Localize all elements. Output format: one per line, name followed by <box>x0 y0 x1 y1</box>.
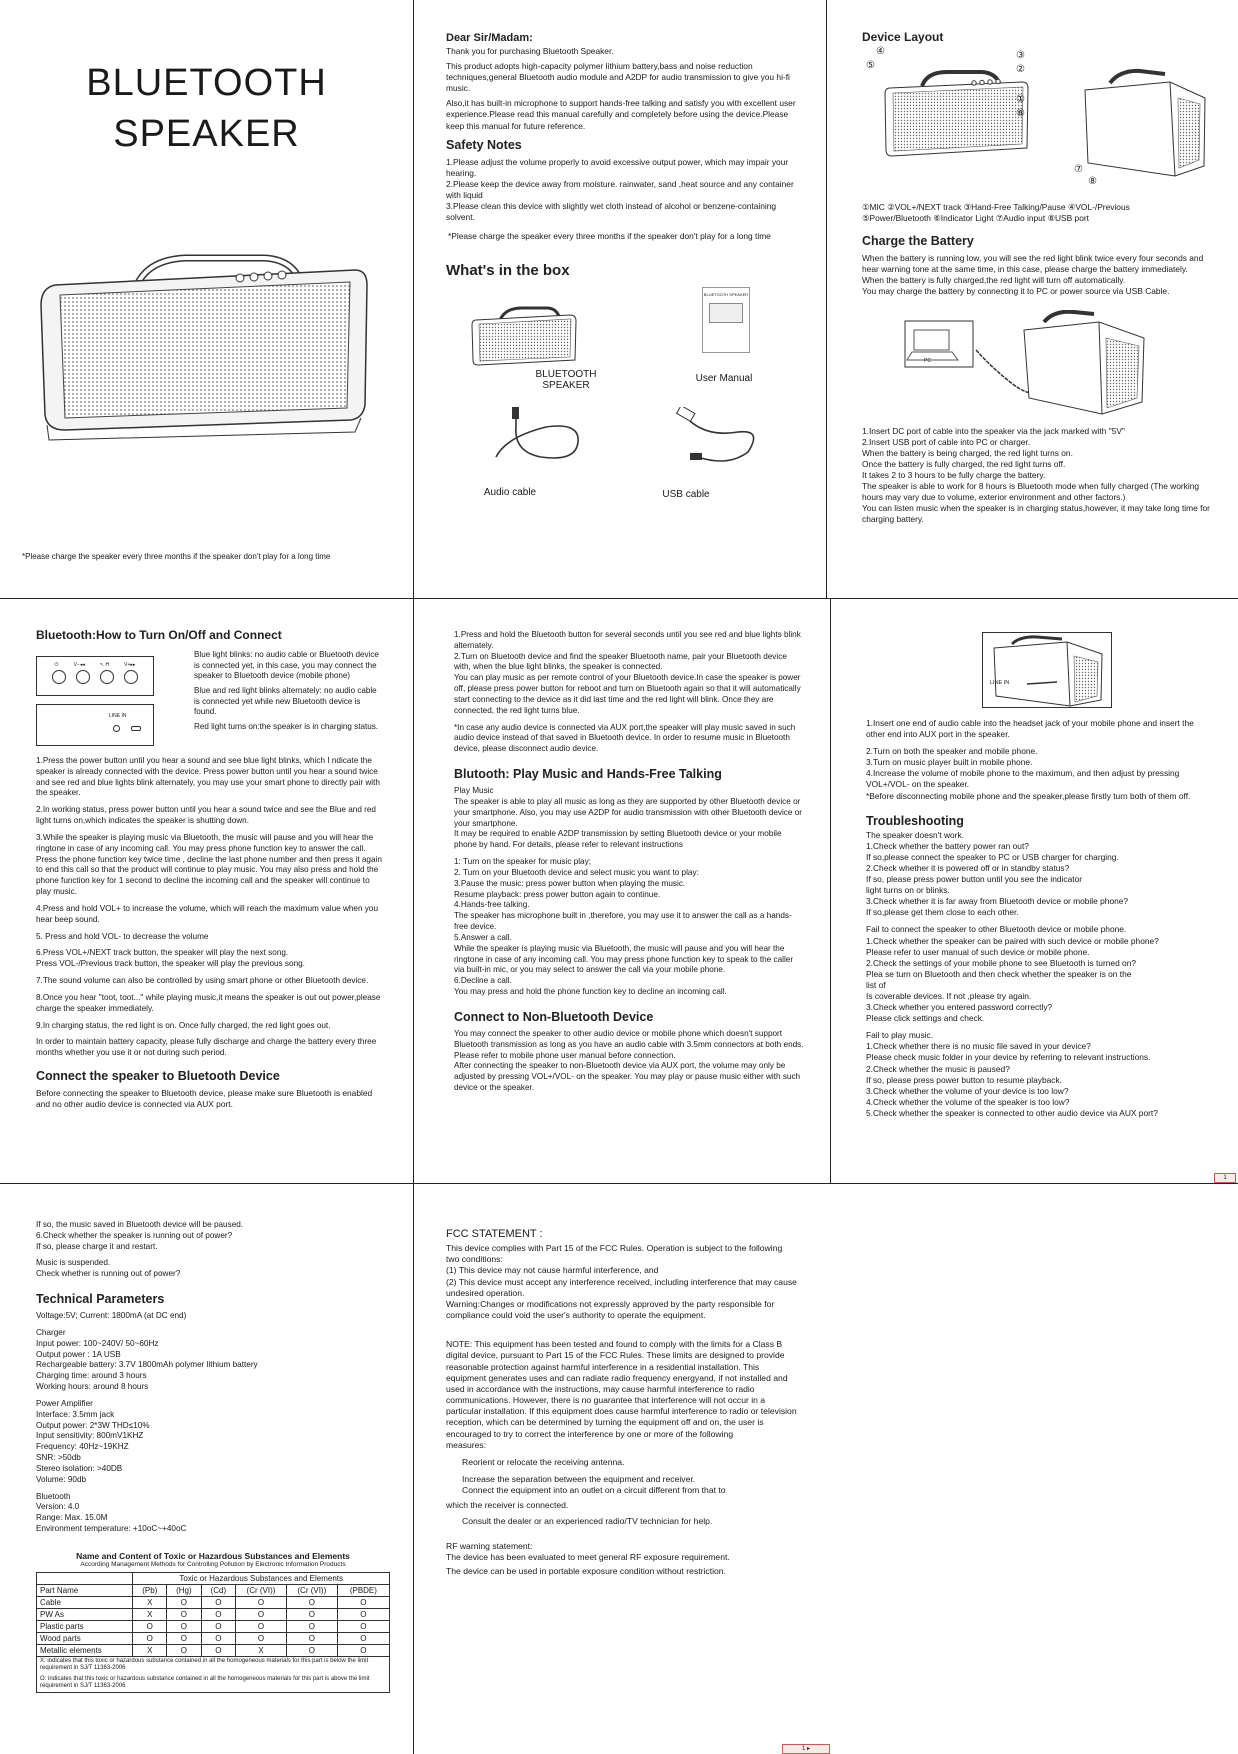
table-cell: X <box>133 1596 167 1608</box>
indicator-blue-blink: Blue light blinks: no audio cable or Bluetooth device is connected yet, in this case, you may connect the speaker to Bluetooth device (mobile phone) <box>194 650 379 681</box>
line-in-label: LINE IN <box>109 713 127 719</box>
divider-h2 <box>0 1183 1238 1184</box>
usb-port-icon <box>131 726 141 731</box>
page-tab-bottom[interactable]: 1 ▸ <box>782 1744 830 1754</box>
table-row <box>37 1620 390 1632</box>
table-header: (Cr (VI)) <box>236 1584 287 1596</box>
speaker-front-diagram <box>882 68 1032 163</box>
tech-params-title: Technical Parameters <box>36 1292 165 1307</box>
table-cell: O <box>286 1608 337 1620</box>
vol-down-label: V−◂◂ <box>73 662 85 668</box>
page-tab-right[interactable]: 1 <box>1214 1173 1236 1183</box>
vol-down-button-icon <box>76 670 90 684</box>
table-cell: Metallic elements <box>37 1644 133 1656</box>
table-cell: O <box>201 1632 235 1644</box>
fcc-title: FCC STATEMENT : <box>446 1228 543 1240</box>
table-cell: O <box>286 1620 337 1632</box>
vol-up-label: V+▸▸ <box>124 662 136 668</box>
bt-step: 1.Press the power button until you hear a sound and see blue light blinks, which I ndicate the speaker is already connected with the device. Press power button until you hear a sound twice and see red and blue lights blink alternately, you may use your smart phone to directly pair with the speaker. <box>36 756 380 798</box>
tech-amplifier: Power Amplifier Interface: 3.5mm jack Output power: 2*3W THD≤10% Input sensitivity: 800mV1KHZ Frequency: 40Hz~19KHZ SNR: >50db Stereo isolation: >40DB Volume: 90db <box>36 1398 150 1484</box>
charge-battery-title: Charge the Battery <box>862 234 974 249</box>
table-row <box>37 1632 390 1644</box>
table-row <box>37 1608 390 1620</box>
device-layout-title: Device Layout <box>862 30 944 44</box>
audio-cable-icon <box>486 407 596 477</box>
manual-thumbnail-picture <box>709 303 743 323</box>
callout-1: ① <box>1016 94 1025 105</box>
table-cell: O <box>337 1632 389 1644</box>
fcc-paragraph-1: This device complies with Part 15 of the FCC Rules. Operation is subject to the following two conditions: (1) This device may not cause harmful interference, and (2) This device must accept any interference received, including interference that may cause undesired operation. Warning:Changes or modifications not expressly approved by the party responsible for compliance could void the user's authority to operate the equipment. <box>446 1243 797 1321</box>
table-cell: O <box>167 1644 201 1656</box>
callout-6: ⑥ <box>1016 108 1025 119</box>
fcc-measure-4: Consult the dealer or an experienced radio/TV technician for help. <box>462 1515 713 1526</box>
charge-paragraph-1: When the battery is running low, you will see the red light blink twice every four seconds and hear warning tone at the same time, in this case, please charge the battery immediately. When the battery is fully charged,the red light will turn off automatically. You may charge the battery by connecting it to PC or power source via USB Cable. <box>862 253 1204 297</box>
rf-statement-2: The device can be used in portable exposure condition without restriction. <box>446 1566 726 1577</box>
table-header: Part Name <box>37 1584 133 1596</box>
table-cell: Cable <box>37 1596 133 1608</box>
tech-voltage: Voltage:5V; Current: 1800mA (at DC end) <box>36 1311 187 1321</box>
table-cell: Wood parts <box>37 1632 133 1644</box>
hazard-table-subtitle: According Management Methods for Controlling Pollution by Electronic Information Products <box>80 1560 346 1568</box>
divider-v4 <box>830 598 831 1183</box>
bt-step: 9.In charging status, the red light is on. Once fully charged, the red light goes out. <box>36 1020 331 1030</box>
music-suspended-note: Music is suspended. Check whether is running out of power? <box>36 1258 181 1279</box>
device-layout-diagram <box>862 48 1212 198</box>
table-cell: O <box>236 1620 287 1632</box>
safety-item: 3.Please clean this device with slightly wet cloth instead of alcohol or benzene-containing solvent. <box>446 201 777 223</box>
hazard-table <box>36 1572 390 1693</box>
box-item-usb-cable-label: USB cable <box>662 489 710 501</box>
indicator-blue-red-blink: Blue and red light blinks alternately: no audio cable is connected yet while new Bluetooth device is found. <box>194 686 377 717</box>
table-cell: O <box>201 1644 235 1656</box>
table-cell: O <box>167 1596 201 1608</box>
aux-panel <box>866 630 1206 1180</box>
troubleshooting-title: Troubleshooting <box>866 813 964 828</box>
pc-label: PC <box>924 357 931 364</box>
table-header: (Cr (VI)) <box>286 1584 337 1596</box>
bt-step: 7.The sound volume can also be controlled by using smart phone or other Bluetooth device. <box>36 976 369 986</box>
safety-item: 2.Please keep the device away from moisture. rainwater, sand ,heat source and any container with liquid <box>446 178 794 200</box>
intro-panel <box>446 32 796 592</box>
line-in-diagram <box>36 704 154 746</box>
bt-section-title: Bluetooth:How to Turn On/Off and Connect <box>36 628 282 642</box>
callout-4: ④ <box>876 46 885 57</box>
table-cell: O <box>236 1632 287 1644</box>
handsfree-button-icon <box>100 670 114 684</box>
table-cell <box>37 1572 133 1584</box>
cover-title <box>0 58 413 161</box>
box-contents <box>446 287 796 527</box>
table-cell: O <box>337 1608 389 1620</box>
table-cell: O <box>236 1608 287 1620</box>
table-cell: O <box>201 1596 235 1608</box>
hazard-table-heading <box>36 1551 390 1568</box>
line-in-jack-icon <box>113 725 120 732</box>
non-bt-title: Connect to Non-Bluetooth Device <box>454 1009 654 1024</box>
box-item-speaker-label: BLUETOOTH SPEAKER <box>535 369 597 392</box>
cover-title-line2: SPEAKER <box>113 113 300 156</box>
charge-paragraph-2: 1.Insert DC port of cable into the speaker via the jack marked with "5V" 2.Insert USB port of cable into PC or charger. When the battery is being charged, the red light turns on. Once the battery is fully charged, the red light turns off. It takes 2 to 3 hours to be fully charge the battery. The speaker is able to work for 8 hours is Bluetooth mode when fully charged (The working hours may vary due to volume, exterior environment and other factors.) You can listen music when the speaker is in charging status,however, it may take long time for charging battery. <box>862 425 1210 525</box>
table-cell: O <box>286 1596 337 1608</box>
aux-paragraph-2: 2.Turn on both the speaker and mobile phone. 3.Turn on music player built in mobile phone. 4.Increase the volume of mobile phone to the maximum, and then adjust by pressing VOL+/VOL- on the speaker. *Before disconnecting mobile phone and the speaker,please firstly turn both of them off. <box>866 746 1191 801</box>
speaker-aux-icon <box>982 632 1112 708</box>
aux-diagram <box>866 630 1206 716</box>
speaker-side-diagram <box>1080 68 1210 178</box>
fcc-measure-3: which the receiver is connected. <box>446 1500 569 1511</box>
tech-bluetooth: Bluetooth Version: 4.0 Range: Max. 15.0M Environment temperature: +10oC~+40oC <box>36 1491 187 1534</box>
divider-v2 <box>826 0 827 598</box>
troubleshooting-block-2: Fail to connect the speaker to other Bluetooth device or mobile phone. 1.Check whether the speaker can be paired with such device or mobile phone? Please refer to user manual of such device or mobile phone. 2.Check the settings of your mobile phone to see Bluetooth is turned on? Plea se turn on Bluetooth and then check whether the speaker is on the list of Is coverable devices. If not ,please try again. 3.Check whether you entered password correctly? Please click settings and check. <box>866 924 1159 1024</box>
handsfree-label: ↖ H <box>99 662 110 668</box>
fcc-paragraph-2: NOTE: This equipment has been tested and found to comply with the limits for a Class B digital device, pursuant to Part 15 of the FCC Rules. These limits are designed to provide reasonable protection against harmful interference in a residential installation. This equipment generates uses and can radiate radio frequency energyand, if not installed and used in accordance with the instructions, may cause harmful interference to radio communications. However, there is no guarantee that interference will not occur in a particular installation. If this equipment does cause harmful interference to radio or television reception, which can be determined by turning the equipment off and on, the user is encouraged to try to correct the interference by one or more of the following measures: <box>446 1339 797 1450</box>
callout-5: ⑤ <box>866 60 875 71</box>
divider-v1 <box>413 0 414 598</box>
callout-2: ② <box>1016 64 1025 75</box>
table-cell: O <box>286 1644 337 1656</box>
pair-paragraph-2: *In case any audio device is connected via AUX port,the speaker will play music saved in such audio device instead of that saved in Bluetooth device. In order to resume music in Bluetooth device, please disconnect audio device. <box>454 722 796 754</box>
pair-paragraph-1: 1.Press and hold the Bluetooth button for several seconds until you see red and blue lights blink alternately. 2.Turn on Bluetooth device and find the speaker Bluetooth name, pair your Bluetooth device with, when the blue light blinks, the speaker is connected. You can play music as per remote control of your Bluetooth device.In case the speaker is power off, please press power button for reboot and turn on Bluetooth again so that it will automatically start connecting to the device as it did last time and the red light will blink. Once they are connected, the red light turns blue. <box>454 630 801 715</box>
power-button-icon <box>52 670 66 684</box>
power-label: ⏻ <box>54 662 59 668</box>
table-note-x: X: indicates that this toxic or hazardous substance contained in all the homogeneous materials for this part is below the limit requirement in SJ/T 11363-2006 <box>40 1657 369 1672</box>
manual-thumbnail <box>702 287 750 353</box>
callout-8: ⑧ <box>1088 176 1097 187</box>
connect-bt-paragraph: Before connecting the speaker to Bluetooth device, please make sure Bluetooth is enabled and no other audio device is connected via AUX port. <box>36 1088 373 1110</box>
table-header: (Hg) <box>167 1584 201 1596</box>
aux-line-in-label: LINE IN <box>990 680 1010 686</box>
table-cell: PW As <box>37 1608 133 1620</box>
bt-step: 4.Press and hold VOL+ to increase the volume, which will reach the maximum value when you hear beep sound. <box>36 903 379 924</box>
bt-step: 8.Once you hear "toot, toot..." while playing music,it means the speaker is out out power,please charge the speaker immediately. <box>36 992 381 1013</box>
legend-line-1: ①MIC ②VOL+/NEXT track ③Hand-Free Talking/Pause ④VOL-/Previous <box>862 202 1130 212</box>
fcc-measure-2: Increase the separation between the equipment and receiver. Connect the equipment into an outlet on a circuit different from that to <box>462 1474 726 1496</box>
intro-paragraph-1: Thank you for purchasing Bluetooth Speaker. <box>446 46 614 56</box>
troubleshooting-block-3: Fail to play music. 1.Check whether there is no music file saved in your device? Please check music folder in your device by referring to relevant instructions. 2.Check whether the music is paused? If so, please press power button to resume playback. 3.Check whether the volume of your device is too low? 4.Check whether the volume of the speaker is too low? 5.Check whether the speaker is connected to other audio device via AUX port? <box>866 1030 1158 1118</box>
callout-3: ③ <box>1016 50 1025 61</box>
layout-panel <box>862 30 1212 595</box>
manual-thumbnail-text: BLUETOOTH SPEAKER <box>703 292 749 298</box>
rf-warning-title: RF warning statement: <box>446 1540 533 1551</box>
bt-step: 2.In working status, press power button until you hear a sound twice and see the Blue and red light turns on,which indicates the speaker is shutting down. <box>36 805 376 826</box>
bt-panel <box>36 628 386 1178</box>
table-header: (PBDE) <box>337 1584 389 1596</box>
table-cell: O <box>337 1644 389 1656</box>
play-music-paragraph-1: Play Music The speaker is able to play all music as long as they are supported by other Bluetooth device or your smartphone. Also, you may use A2DP for audio transmission with other Bluetooth device or your smartphone. It may be required to enable A2DP transmission by setting Bluetooth device or your mobile phone by hand. For details, please refer to relevant instructions <box>454 786 802 850</box>
speaker-illustration <box>35 240 375 450</box>
table-note-o: O: indicates that this toxic or hazardous substance contained in all the homogeneous materials for this part is above the limit requirement in SJ/T 11363-2006 <box>40 1675 370 1690</box>
usb-cable-icon <box>668 407 768 477</box>
play-music-paragraph-2: 1: Turn on the speaker for music play; 2. Turn on your Bluetooth device and select music you want to play: 3.Pause the music: press power button when playing the music. Resume playback: press power button again to continue. 4.Hands-free talking. The speaker has microphone built in ,therefore, you may use it to answer the call as a hands-free device. 5.Answer a call. While the speaker is playing music via Bluetooth, the music will pause and you will hear the ringtone in case of any incoming call. You may press phone function key to speak to the caller via built-in mic, or you may select to answer the call via your mobile phone. 6.Decline a call. You may press and hold the phone function key to decline an incoming call. <box>454 857 794 997</box>
play-music-title: Blutooth: Play Music and Hands-Free Talking <box>454 767 722 782</box>
table-cell: O <box>167 1608 201 1620</box>
laptop-icon <box>904 320 974 370</box>
troubleshooting-continued: If so, the music saved in Bluetooth device will be paused. 6.Check whether the speaker is running out of power? If so, please charge it and restart. <box>36 1220 244 1251</box>
table-header-group-row <box>37 1572 390 1584</box>
table-cell: X <box>133 1644 167 1656</box>
greeting: Dear Sir/Madam: <box>446 32 533 44</box>
table-cell: O <box>236 1596 287 1608</box>
troubleshooting-block-1: The speaker doesn't work. 1.Check whether the battery power ran out? If so,please connect the speaker to PC or USB charger for charging. 2.Check whether it is powered off or in standby status? If so, please press power button until you see the indicator light turns on or blinks. 3.Check whether it is far away from Bluetooth device or mobile phone? If so,please get them close to each other. <box>866 829 1129 918</box>
divider-v3 <box>413 598 414 1183</box>
table-cell: O <box>337 1596 389 1608</box>
table-cell: X <box>133 1608 167 1620</box>
table-cell: O <box>201 1608 235 1620</box>
table-notes <box>37 1656 390 1692</box>
tech-panel <box>36 1220 390 1750</box>
table-group-header: Toxic or Hazardous Substances and Elements <box>133 1572 390 1584</box>
table-note-row <box>37 1656 390 1692</box>
indicator-diagrams <box>36 650 386 750</box>
table-cell: O <box>133 1632 167 1644</box>
table-header: (Cd) <box>201 1584 235 1596</box>
fcc-measure-1: Reorient or relocate the receiving antenna. <box>462 1456 625 1467</box>
bt-step: In order to maintain battery capacity, please fully discharge and charge the battery every three months whether you use it or not during such period. <box>36 1037 377 1058</box>
table-header-row <box>37 1584 390 1596</box>
intro-paragraph-2: This product adopts high-capacity polymer lithium battery,bass and noise reduction techniques,general Bluetooth audio module and A2DP for audio transmission to give you hi-fi music. <box>446 61 790 94</box>
charging-diagram <box>862 310 1212 420</box>
table-cell: O <box>337 1620 389 1632</box>
table-cell: O <box>201 1620 235 1632</box>
bt-step: 6.Press VOL+/NEXT track button, the speaker will play the next song. Press VOL-/Previous track button, the speaker will play the previous song. <box>36 948 305 969</box>
table-row <box>37 1596 390 1608</box>
divider-v5 <box>413 1183 414 1754</box>
aux-paragraph-1: 1.Insert one end of audio cable into the headset jack of your mobile phone and insert the other end into AUX port in the speaker. <box>866 718 1194 740</box>
fcc-panel <box>446 1228 798 1748</box>
box-item-audio-cable-label: Audio cable <box>483 487 537 499</box>
table-cell: X <box>236 1644 287 1656</box>
non-bt-paragraph: You may connect the speaker to other audio device or mobile phone which doesn't support Bluetooth transmission as long as you have an audio cable with 3.5mm connectors at both ends. Please refer to mobile phone user manual before connection. After connecting the speaker to non-Bluetooth device via AUX port, the volume may only be adjusted by pressing VOL+/VOL- on the speaker. You may play or pause music either with such device or the speaker. <box>454 1028 804 1092</box>
vol-up-button-icon <box>124 670 138 684</box>
table-cell: O <box>167 1620 201 1632</box>
table-cell: O <box>167 1632 201 1644</box>
tech-charger: Charger Input power: 100~240V/ 50~60Hz Output power : 1A USB Rechargeable battery: 3.7V 1800mAh polymer lithium battery Charging time: around 3 hours Working hours: around 8 hours <box>36 1327 258 1392</box>
indicator-red-on: Red light turns on:the speaker is in charging status. <box>194 722 379 732</box>
cover-footnote: *Please charge the speaker every three months if the speaker don't play for a long time <box>22 552 331 561</box>
table-row <box>37 1644 390 1656</box>
pair-panel <box>454 630 804 1180</box>
button-panel-diagram <box>36 656 154 696</box>
safety-notes-title: Safety Notes <box>446 137 522 152</box>
table-cell: O <box>133 1620 167 1632</box>
intro-paragraph-3: Also,it has built-in microphone to support hands-free talking and satisfy you with excellent user experience.Please read this manual carefully and completely before using the device.Please keep this manual for future reference. <box>446 98 796 131</box>
rf-statement-1: The device has been evaluated to meet general RF exposure requirement. <box>446 1551 730 1562</box>
safety-item: 1.Please adjust the volume properly to avoid excessive output power, which may impair your hearing. <box>446 156 789 178</box>
bt-step: 5. Press and hold VOL- to decrease the volume <box>36 931 209 941</box>
legend-line-2: ⑤Power/Bluetooth ⑥Indicator Light ⑦Audio input ⑧USB port <box>862 213 1089 224</box>
table-cell: O <box>286 1632 337 1644</box>
cover-title-line1: BLUETOOTH <box>86 62 327 104</box>
box-item-manual-label: User Manual <box>695 373 753 385</box>
callout-7: ⑦ <box>1074 164 1083 175</box>
box-title: What's in the box <box>446 262 570 280</box>
connect-bt-title: Connect the speaker to Bluetooth Device <box>36 1069 280 1084</box>
divider-h1 <box>0 598 1238 599</box>
bt-step: 3.While the speaker is playing music via Bluetooth, the music will pause and you will hear the ringtone in case of any incoming call. You may press phone function key to answer the call. Press the phone function key twice time , decline the last phone number and then press it again to end this call so that the product will continue to play music. You may also press and hold the phone function key for 1 second to decline the incoming call and the speaker will continue to play music. <box>36 832 382 897</box>
box-speaker-image <box>470 305 580 370</box>
speaker-charging-icon <box>974 310 1149 420</box>
safety-note: *Please charge the speaker every three months if the speaker don't play for a long time <box>448 231 771 242</box>
table-header: (Pb) <box>133 1584 167 1596</box>
hazard-table-title: Name and Content of Toxic or Hazardous Substances and Elements <box>76 1550 350 1561</box>
cover-panel <box>0 0 413 598</box>
table-cell: Plastic parts <box>37 1620 133 1632</box>
